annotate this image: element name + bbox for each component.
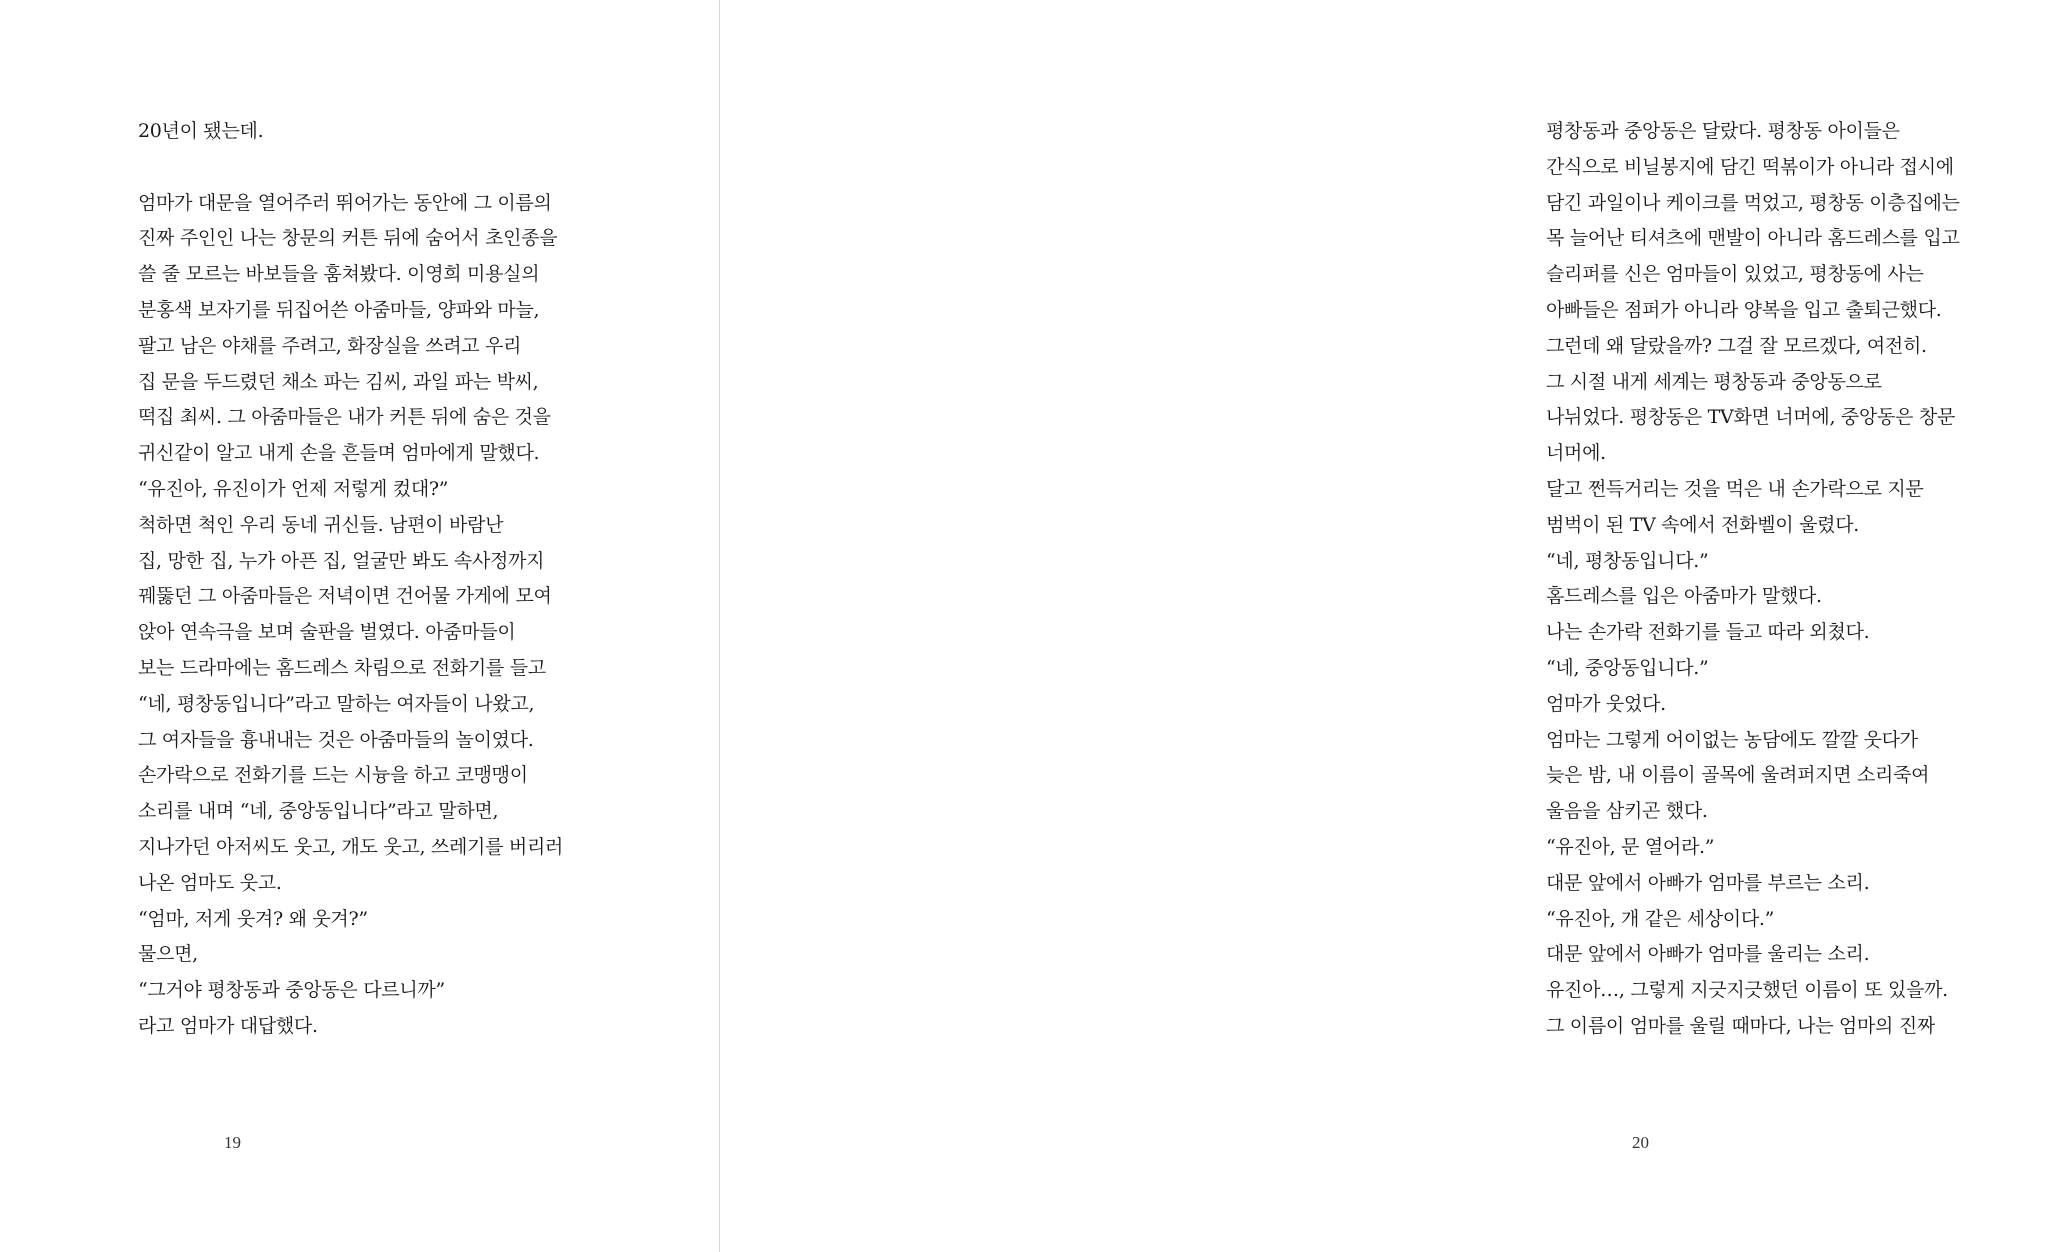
text-line: 아빠들은 점퍼가 아니라 양복을 입고 출퇴근했다. — [1546, 298, 1942, 321]
text-line: “유진아, 문 열어라.” — [1546, 835, 1715, 858]
text-line: “유진아, 유진이가 언제 저렇게 컸대?” — [138, 477, 449, 500]
text-line: 보는 드라마에는 홈드레스 차림으로 전화기를 들고 — [138, 656, 546, 679]
text-line: 유진아…, 그렇게 지긋지긋했던 이름이 또 있을까. — [1546, 979, 1948, 1002]
text-line: 지나가던 아저씨도 웃고, 개도 웃고, 쓰레기를 버리러 — [138, 835, 564, 858]
text-line: 쓸 줄 모르는 바보들을 훔쳐봤다. 이영희 미용실의 — [138, 263, 540, 286]
text-line: 달고 쩐득거리는 것을 먹은 내 손가락으로 지문 — [1546, 477, 1924, 500]
text-line: 엄마가 대문을 열어주러 뛰어가는 동안에 그 이름의 — [138, 191, 552, 214]
text-line: 범벅이 된 TV 속에서 전화벨이 울렸다. — [1546, 513, 1859, 536]
text-line: 슬리퍼를 신은 엄마들이 있었고, 평창동에 사는 — [1546, 263, 1924, 286]
text-line: 늦은 밤, 내 이름이 골목에 울려퍼지면 소리죽여 — [1546, 764, 1930, 787]
text-line: 대문 앞에서 아빠가 엄마를 울리는 소리. — [1546, 943, 1870, 966]
text-line: “엄마, 저게 웃겨? 왜 웃겨?” — [138, 907, 368, 930]
text-line: 목 늘어난 티셔츠에 맨발이 아니라 홈드레스를 입고 — [1546, 227, 1960, 250]
text-line — [138, 150, 658, 186]
text-line: 평창동과 중앙동은 달랐다. 평창동 아이들은 — [1546, 120, 1900, 142]
text-line: 그 여자들을 흉내내는 것은 아줌마들의 놀이였다. — [138, 728, 534, 751]
text-line: 꿰뚫던 그 아줌마들은 저녁이면 건어물 가게에 모여 — [138, 585, 552, 608]
right-page-body — [1546, 114, 2066, 1045]
text-line: 나온 엄마도 웃고. — [138, 871, 282, 894]
text-line: “유진아, 개 같은 세상이다.” — [1546, 907, 1775, 930]
text-line: 엄마는 그렇게 어이없는 농담에도 깔깔 웃다가 — [1546, 728, 1918, 751]
text-line: “그거야 평창동과 중앙동은 다르니까” — [138, 979, 445, 1002]
text-line: “네, 중앙동입니다.” — [1546, 656, 1709, 679]
text-line: 귀신같이 알고 내게 손을 흔들며 엄마에게 말했다. — [138, 442, 540, 465]
text-line: 분홍색 보자기를 뒤집어쓴 아줌마들, 양파와 마늘, — [138, 298, 540, 321]
page-number-right: 20 — [1632, 1133, 1649, 1152]
text-line: “네, 평창동입니다.” — [1546, 549, 1709, 572]
text-line: 대문 앞에서 아빠가 엄마를 부르는 소리. — [1546, 871, 1870, 894]
text-line: 그 이름이 엄마를 울릴 때마다, 나는 엄마의 진짜 — [1546, 1014, 1935, 1037]
left-page — [0, 0, 719, 1252]
text-line: 물으면, — [138, 943, 198, 966]
text-line: 팔고 남은 야채를 주려고, 화장실을 쓰려고 우리 — [138, 334, 522, 357]
text-line: 나는 손가락 전화기를 들고 따라 외쳤다. — [1546, 621, 1870, 644]
text-line: 집, 망한 집, 누가 아픈 집, 얼굴만 봐도 속사정까지 — [138, 549, 545, 572]
text-line: 라고 엄마가 대답했다. — [138, 1014, 318, 1037]
text-line: 엄마가 웃었다. — [1546, 692, 1666, 715]
left-page-body — [138, 114, 658, 1045]
text-line: 그런데 왜 달랐을까? 그걸 잘 모르겠다, 여전히. — [1546, 334, 1927, 357]
text-line: 손가락으로 전화기를 드는 시늉을 하고 코맹맹이 — [138, 764, 528, 787]
text-line: 떡집 최씨. 그 아줌마들은 내가 커튼 뒤에 숨은 것을 — [138, 406, 551, 429]
text-line: 울음을 삼키곤 했다. — [1546, 800, 1708, 823]
right-page — [720, 0, 1960, 1252]
page-number-left: 19 — [224, 1133, 241, 1152]
text-line: 앉아 연속극을 보며 술판을 벌였다. 아줌마들이 — [138, 621, 516, 644]
text-line: 그 시절 내게 세계는 평창동과 중앙동으로 — [1546, 370, 1882, 393]
text-line: 담긴 과일이나 케이크를 먹었고, 평창동 이층집에는 — [1546, 191, 1960, 214]
text-line: 척하면 척인 우리 동네 귀신들. 남편이 바람난 — [138, 513, 504, 536]
text-line: “네, 평창동입니다”라고 말하는 여자들이 나왔고, — [138, 692, 535, 715]
text-line: 너머에. — [1546, 442, 1606, 465]
text-line: 20년이 됐는데. — [138, 120, 264, 142]
text-line: 진짜 주인인 나는 창문의 커튼 뒤에 숨어서 초인종을 — [138, 227, 558, 250]
text-line: 집 문을 두드렸던 채소 파는 김씨, 과일 파는 박씨, — [138, 370, 539, 393]
text-line: 간식으로 비닐봉지에 담긴 떡볶이가 아니라 접시에 — [1546, 155, 1954, 178]
text-line: 홈드레스를 입은 아줌마가 말했다. — [1546, 585, 1822, 608]
text-line: 나뉘었다. 평창동은 TV화면 너머에, 중앙동은 창문 — [1546, 406, 1955, 429]
text-line: 소리를 내며 “네, 중앙동입니다”라고 말하면, — [138, 800, 499, 823]
